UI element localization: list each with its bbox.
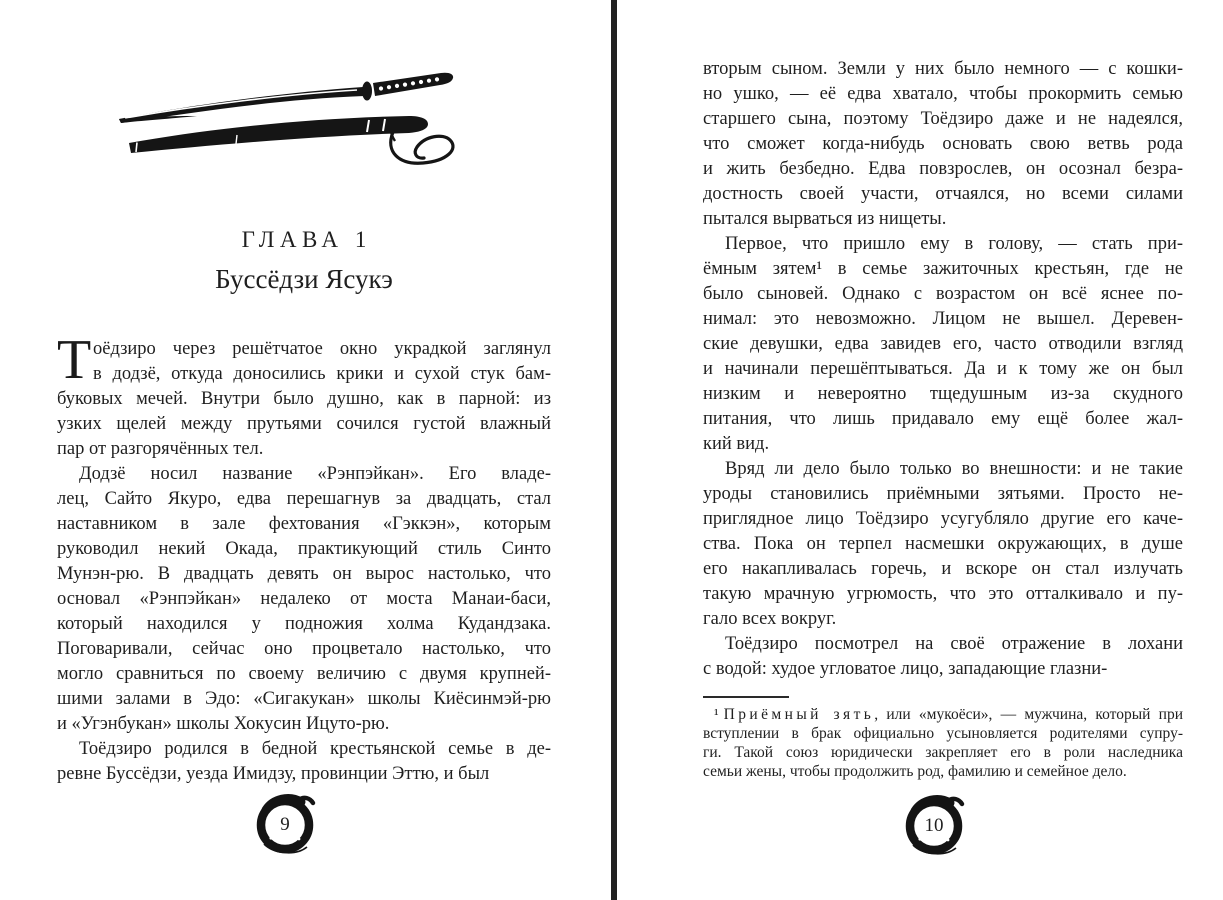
text-line: старшего сына, поэтому Тоёдзиро даже и не надеялся,	[703, 109, 1183, 129]
page-divider	[611, 0, 617, 900]
paragraph	[703, 632, 1183, 682]
text-line: Тоёдзиро посмотрел на своё отражение в лохани	[725, 634, 1183, 654]
right-page-text	[703, 57, 1183, 682]
text-line: приглядное лицо Тоёдзиро усугубляло другие его каче-	[703, 509, 1183, 529]
text-line: и начинали перешёптываться. Да и к тому же он был	[703, 359, 1183, 379]
text-line: который находился у подножия холма Кудандзака.	[57, 614, 551, 634]
text-line: пар от разгорячённых тел.	[57, 439, 264, 459]
text-line: и «Угэнбукан» школы Хокусин Ицуто-рю.	[57, 714, 390, 734]
text-line: узких щелей между прутьями сочился густой влажный	[57, 414, 551, 434]
text-line: Мунэн-рю. В двадцать девять он вырос настолько, что	[57, 564, 551, 584]
chapter-title: Буссёдзи Ясукэ	[215, 264, 393, 294]
text-line: Поговаривали, сейчас оно процветало настолько, что	[57, 639, 551, 659]
paragraph	[703, 457, 1183, 632]
text-line: оёдзиро через решётчатое окно украдкой заглянул	[93, 339, 551, 359]
text-line: семьи жены, чтобы продолжить род, фамилию и семейное дело.	[703, 763, 1127, 780]
footnote-term: Приёмный зять	[723, 706, 875, 723]
text-line: наставником в зале фехтования «Гэккэн», которым	[57, 514, 551, 534]
text-line: основал «Рэнпэйкан» недалеко от моста Манаи-баси,	[57, 589, 551, 609]
paragraph	[57, 462, 551, 737]
text-line: но ушко, — её едва хватало, чтобы прокормить семью	[703, 84, 1183, 104]
text-line: ские девушки, едва завидев его, часто отводили взгляд	[703, 334, 1183, 354]
text-line: вторым сыном. Земли у них было немного — с кошки-	[703, 59, 1183, 79]
text-line: с водой: худое угловатое лицо, западающие глазни-	[703, 659, 1108, 679]
text-line: Додзё носил название «Рэнпэйкан». Его владе-	[79, 464, 551, 484]
paragraph	[57, 737, 551, 787]
katana-icon	[117, 72, 457, 178]
text-line: питания, что лишь придавало ему ещё более жал-	[703, 409, 1183, 429]
page-left	[57, 0, 551, 787]
text-line: такую мрачную угрюмость, что это отталкивало и пу-	[703, 584, 1183, 604]
left-page-text	[57, 329, 551, 787]
text-line: уроды становились приёмными зятьями. Просто не-	[703, 484, 1183, 504]
paragraph	[703, 57, 1183, 232]
text-line: пытался вырваться из нищеты.	[703, 209, 947, 229]
text-line: ёмным зятем¹ в семье зажиточных крестьян, где не	[703, 259, 1183, 279]
footnote-separator	[703, 696, 789, 698]
text-line: кий вид.	[703, 434, 770, 454]
paragraph	[703, 232, 1183, 457]
drop-cap: Т	[57, 329, 92, 391]
text-line: в додзё, откуда доносились крики и сухой стук бам-	[93, 364, 551, 384]
paragraph	[57, 329, 551, 462]
text-line: шими залами в Эдо: «Сигакукан» школы Киёсинмэй-рю	[57, 689, 551, 709]
text-line: ревне Буссёдзи, уезда Имидзу, провинции Эттю, и был	[57, 764, 490, 784]
text-line: что сможет когда-нибудь основать свою ветвь рода	[703, 134, 1183, 154]
text-line: вступлении в брак официально усыновляется родителями супру-	[703, 725, 1183, 742]
text-line: руководил некий Окада, практикующий стиль Синто	[57, 539, 551, 559]
text-line: и жить безбедно. Едва повзрослев, он осознал безра-	[703, 159, 1183, 179]
text-line: его накапливалась горечь, и вскоре он стал излучать	[703, 559, 1183, 579]
text-line: нимал: это невозможно. Лицом не вышел. Деревен-	[703, 309, 1183, 329]
page-right	[703, 0, 1183, 781]
footnote-lines	[703, 724, 1183, 781]
text-line: буковых мечей. Внутри было душно, как в парной: из	[57, 389, 551, 409]
page-number-ornament-left	[252, 791, 318, 857]
page-number: 10	[924, 815, 944, 836]
text-line: Вряд ли дело было только во внешности: и не такие	[725, 459, 1183, 479]
footnote-first-line	[703, 705, 1183, 724]
page-number: 9	[280, 814, 290, 835]
text-line: Первое, что пришло ему в голову, — стать при-	[725, 234, 1183, 254]
page-number-ornament-right	[901, 792, 967, 858]
footnote-marker: ¹	[714, 706, 719, 723]
footnote-first-line-rest: , или «мукоёси», — мужчина, который при	[874, 706, 1184, 723]
footnote	[703, 705, 1183, 781]
text-line: было сыновей. Однако с возрастом он всё яснее по-	[703, 284, 1183, 304]
text-line: могло сравниться по своему величию с двумя крупней-	[57, 664, 551, 684]
text-line: гало всех вокруг.	[703, 609, 837, 629]
chapter-number: ГЛАВА 1	[241, 227, 372, 252]
text-line: лец, Сайто Якуро, едва перешагнув за двадцать, стал	[57, 489, 551, 509]
text-line: ги. Такой союз юридически закрепляет его в роли наследника	[703, 744, 1183, 761]
text-line: достность своей участи, отчаялся, но всеми силами	[703, 184, 1183, 204]
text-line: ства. Пока он терпел насмешки окружающих, в душе	[703, 534, 1183, 554]
text-line: Тоёдзиро родился в бедной крестьянской семье в де-	[79, 739, 551, 759]
text-line: низким и невероятно тщедушным из-за скудного	[703, 384, 1183, 404]
katana-illustration	[117, 72, 457, 178]
